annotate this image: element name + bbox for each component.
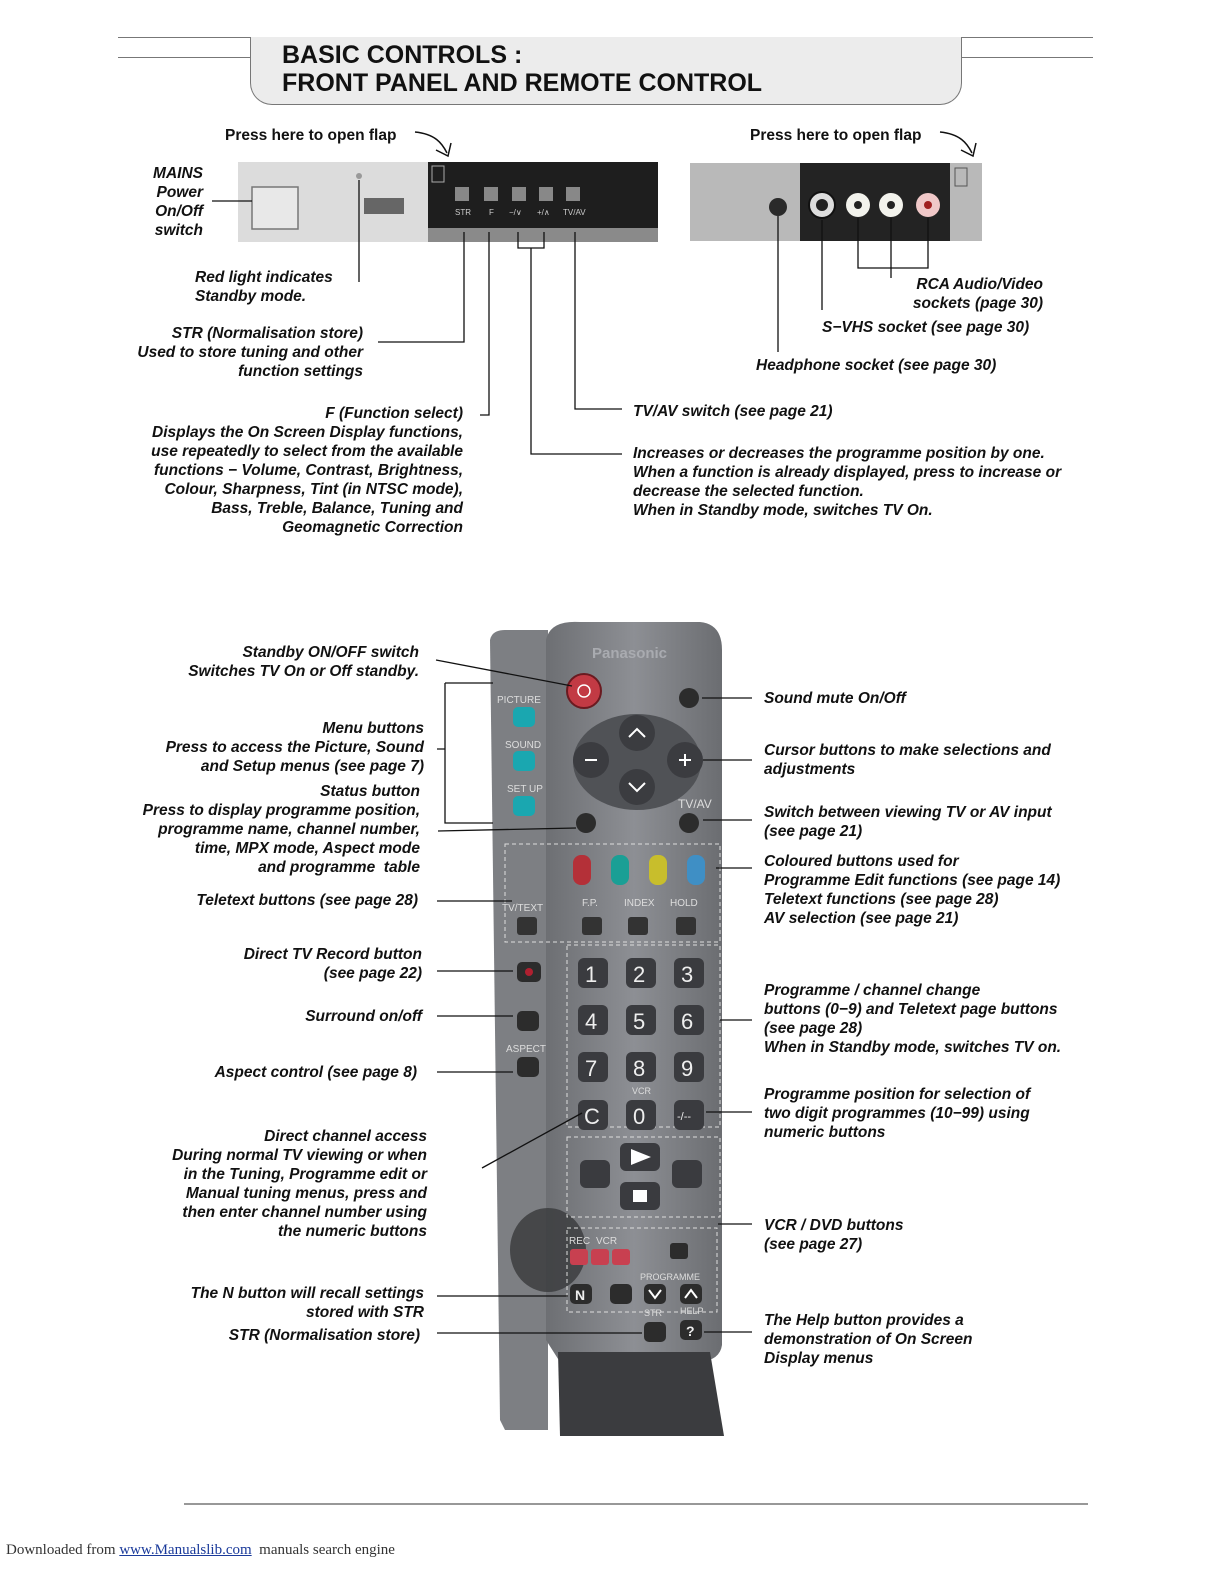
tvtext-button	[517, 917, 537, 935]
panel-btn-str	[455, 187, 469, 201]
c-button-label: C	[584, 1104, 600, 1129]
programme-label: PROGRAMME	[640, 1272, 701, 1282]
tvtext-button-label: TV/TEXT	[502, 903, 544, 914]
standby-label: Standby ON/OFF switch Switches TV On or Off standby.	[188, 644, 419, 680]
panel-btn-f	[484, 187, 498, 201]
zero-button-label: 0	[633, 1104, 646, 1129]
vcr-label: VCR	[596, 1236, 618, 1247]
mute-button	[679, 688, 699, 708]
fp-button-label: F.P.	[582, 898, 598, 909]
aspect-button	[517, 1057, 539, 1077]
programme-down-button	[644, 1284, 666, 1304]
mains-label: MAINS Power On/Off switch	[153, 165, 203, 239]
direct-tv-record-label: Direct TV Record button (see page 22)	[243, 946, 422, 982]
digit-8: 8	[633, 1056, 646, 1081]
rec-button	[570, 1249, 588, 1265]
aspect-label: Aspect control (see page 8)	[214, 1064, 417, 1081]
n-button-label-text: The N button will recall settings stored with STR	[190, 1285, 424, 1321]
str-remote-label: STR (Normalisation store)	[228, 1327, 420, 1344]
status-label: Status button Press to display programme position, programme name, channel number, time, MPX mode, Aspect mode and programme table	[142, 783, 420, 876]
flap-arrow-left	[415, 132, 451, 156]
standby-button	[567, 674, 601, 708]
setup-button	[513, 796, 535, 816]
coloured-buttons-label: Coloured buttons used for Programme Edit functions (see page 14) Teletext functions (see page 28) AV selection (see page 21)	[764, 853, 1061, 927]
panel-label-f: F	[489, 208, 494, 217]
tvav-button	[679, 813, 699, 833]
hold-button-label: HOLD	[670, 898, 698, 909]
page-title: BASIC CONTROLS : FRONT PANEL AND REMOTE CONTROL	[282, 41, 763, 97]
picture-button-label: PICTURE	[497, 695, 541, 706]
help-label: The Help button provides a demonstration of On Screen Display menus	[764, 1312, 973, 1367]
headphone-socket	[769, 198, 787, 216]
green-button	[611, 855, 629, 885]
menu-label: Menu buttons Press to access the Picture, Sound and Setup menus (see page 7)	[165, 720, 424, 775]
panel-btn-minus	[512, 187, 526, 201]
status-button	[576, 813, 596, 833]
help-button-glyph: ?	[686, 1323, 695, 1339]
panel-label-plus: +/∧	[537, 208, 550, 217]
footer-prefix: Downloaded from	[6, 1542, 120, 1558]
flap-arrow-right	[940, 132, 976, 156]
increase-decrease-label: Increases or decreases the programme position by one. When a function is already displayed, press to increase or decrease the selected function. When in Standby mode, switches TV On.	[633, 445, 1062, 519]
programme-change-label: Programme / channel change buttons (0−9) and Teletext page buttons (see page 28) When in Standby mode, switches TV on.	[764, 982, 1062, 1056]
manualslib-link[interactable]: www.Manualslib.com	[119, 1542, 252, 1558]
digit-6: 6	[681, 1009, 694, 1034]
index-button-label: INDEX	[624, 898, 655, 909]
mains-switch	[252, 187, 298, 229]
tvav-button-label: TV/AV	[678, 797, 712, 811]
help-button-label: HELP	[680, 1306, 704, 1316]
front-panel-right	[690, 163, 982, 241]
red-button	[573, 855, 591, 885]
standby-light	[356, 173, 362, 179]
panel-label-minus: −/∨	[509, 208, 522, 217]
programme-up-button	[680, 1284, 702, 1304]
index-button	[628, 917, 648, 935]
function-select-label: F (Function select) Displays the On Screen Display functions, use repeatedly to select from the available functions − Volume, Contrast, Brightness, Colour, Sharpness, Tint (in NTSC mode), Bass, Treble, Balance, Tuning and Geomagnetic Correction	[151, 405, 463, 536]
surround-label: Surround on/off	[305, 1008, 422, 1025]
svhs-label: S−VHS socket (see page 30)	[822, 319, 1030, 336]
digit-5: 5	[633, 1009, 646, 1034]
n-button-label: N	[575, 1287, 586, 1303]
flap-label-left: Press here to open flap	[225, 127, 397, 144]
yellow-button	[649, 855, 667, 885]
blue-button	[687, 855, 705, 885]
surround-button	[517, 1011, 539, 1031]
str-label: STR (Normalisation store) Used to store tuning and other function settings	[137, 325, 363, 380]
remote-brand: Panasonic	[592, 645, 668, 662]
str-button	[644, 1322, 666, 1342]
fp-button	[582, 917, 602, 935]
panel-btn-plus	[539, 187, 553, 201]
digit-1: 1	[585, 962, 598, 987]
plusminus-button-label: -/--	[677, 1111, 692, 1123]
footer	[6, 1542, 395, 1559]
sound-button-label: SOUND	[505, 740, 542, 751]
digit-9: 9	[681, 1056, 694, 1081]
str-button-label: STR	[644, 1308, 662, 1318]
footer-suffix: manuals search engine	[251, 1542, 395, 1558]
flap-label-right: Press here to open flap	[750, 127, 922, 144]
tvav-switch-label: TV/AV switch (see page 21)	[633, 403, 833, 420]
direct-channel-label: Direct channel access During normal TV viewing or when in the Tuning, Programme edit or Manual tuning menus, press and then enter channel number using the numeric buttons	[172, 1128, 427, 1240]
two-digit-label: Programme position for selection of two digit programmes (10−99) using numeric buttons	[764, 1086, 1031, 1141]
tvav-remote-label: Switch between viewing TV or AV input (see page 21)	[764, 804, 1052, 840]
panel-btn-tvav	[566, 187, 580, 201]
panel-label-str: STR	[455, 208, 471, 217]
vcr-small-label: VCR	[632, 1086, 652, 1096]
rec-label: REC	[569, 1236, 591, 1247]
mute-label: Sound mute On/Off	[764, 690, 906, 707]
digit-2: 2	[633, 962, 646, 987]
teletext-label: Teletext buttons (see page 28)	[196, 892, 418, 909]
digit-4: 4	[585, 1009, 598, 1034]
setup-button-label: SET UP	[507, 784, 543, 795]
digit-7: 7	[585, 1056, 598, 1081]
picture-button	[513, 707, 535, 727]
hold-button	[676, 917, 696, 935]
sound-button	[513, 751, 535, 771]
ffwd-button	[672, 1160, 702, 1188]
panel-label-tvav: TV/AV	[563, 208, 586, 217]
digit-3: 3	[681, 962, 694, 987]
headphone-label: Headphone socket (see page 30)	[756, 357, 997, 374]
vcr-dvd-label: VCR / DVD buttons (see page 27)	[764, 1217, 904, 1253]
cursor-label: Cursor buttons to make selections and adjustments	[764, 742, 1051, 778]
rewind-button	[580, 1160, 610, 1188]
red-light-label: Red light indicates Standby mode.	[195, 269, 333, 305]
front-panel-left	[238, 162, 658, 242]
aspect-button-label: ASPECT	[506, 1044, 547, 1055]
rca-label: RCA Audio/Video sockets (page 30)	[912, 276, 1043, 312]
